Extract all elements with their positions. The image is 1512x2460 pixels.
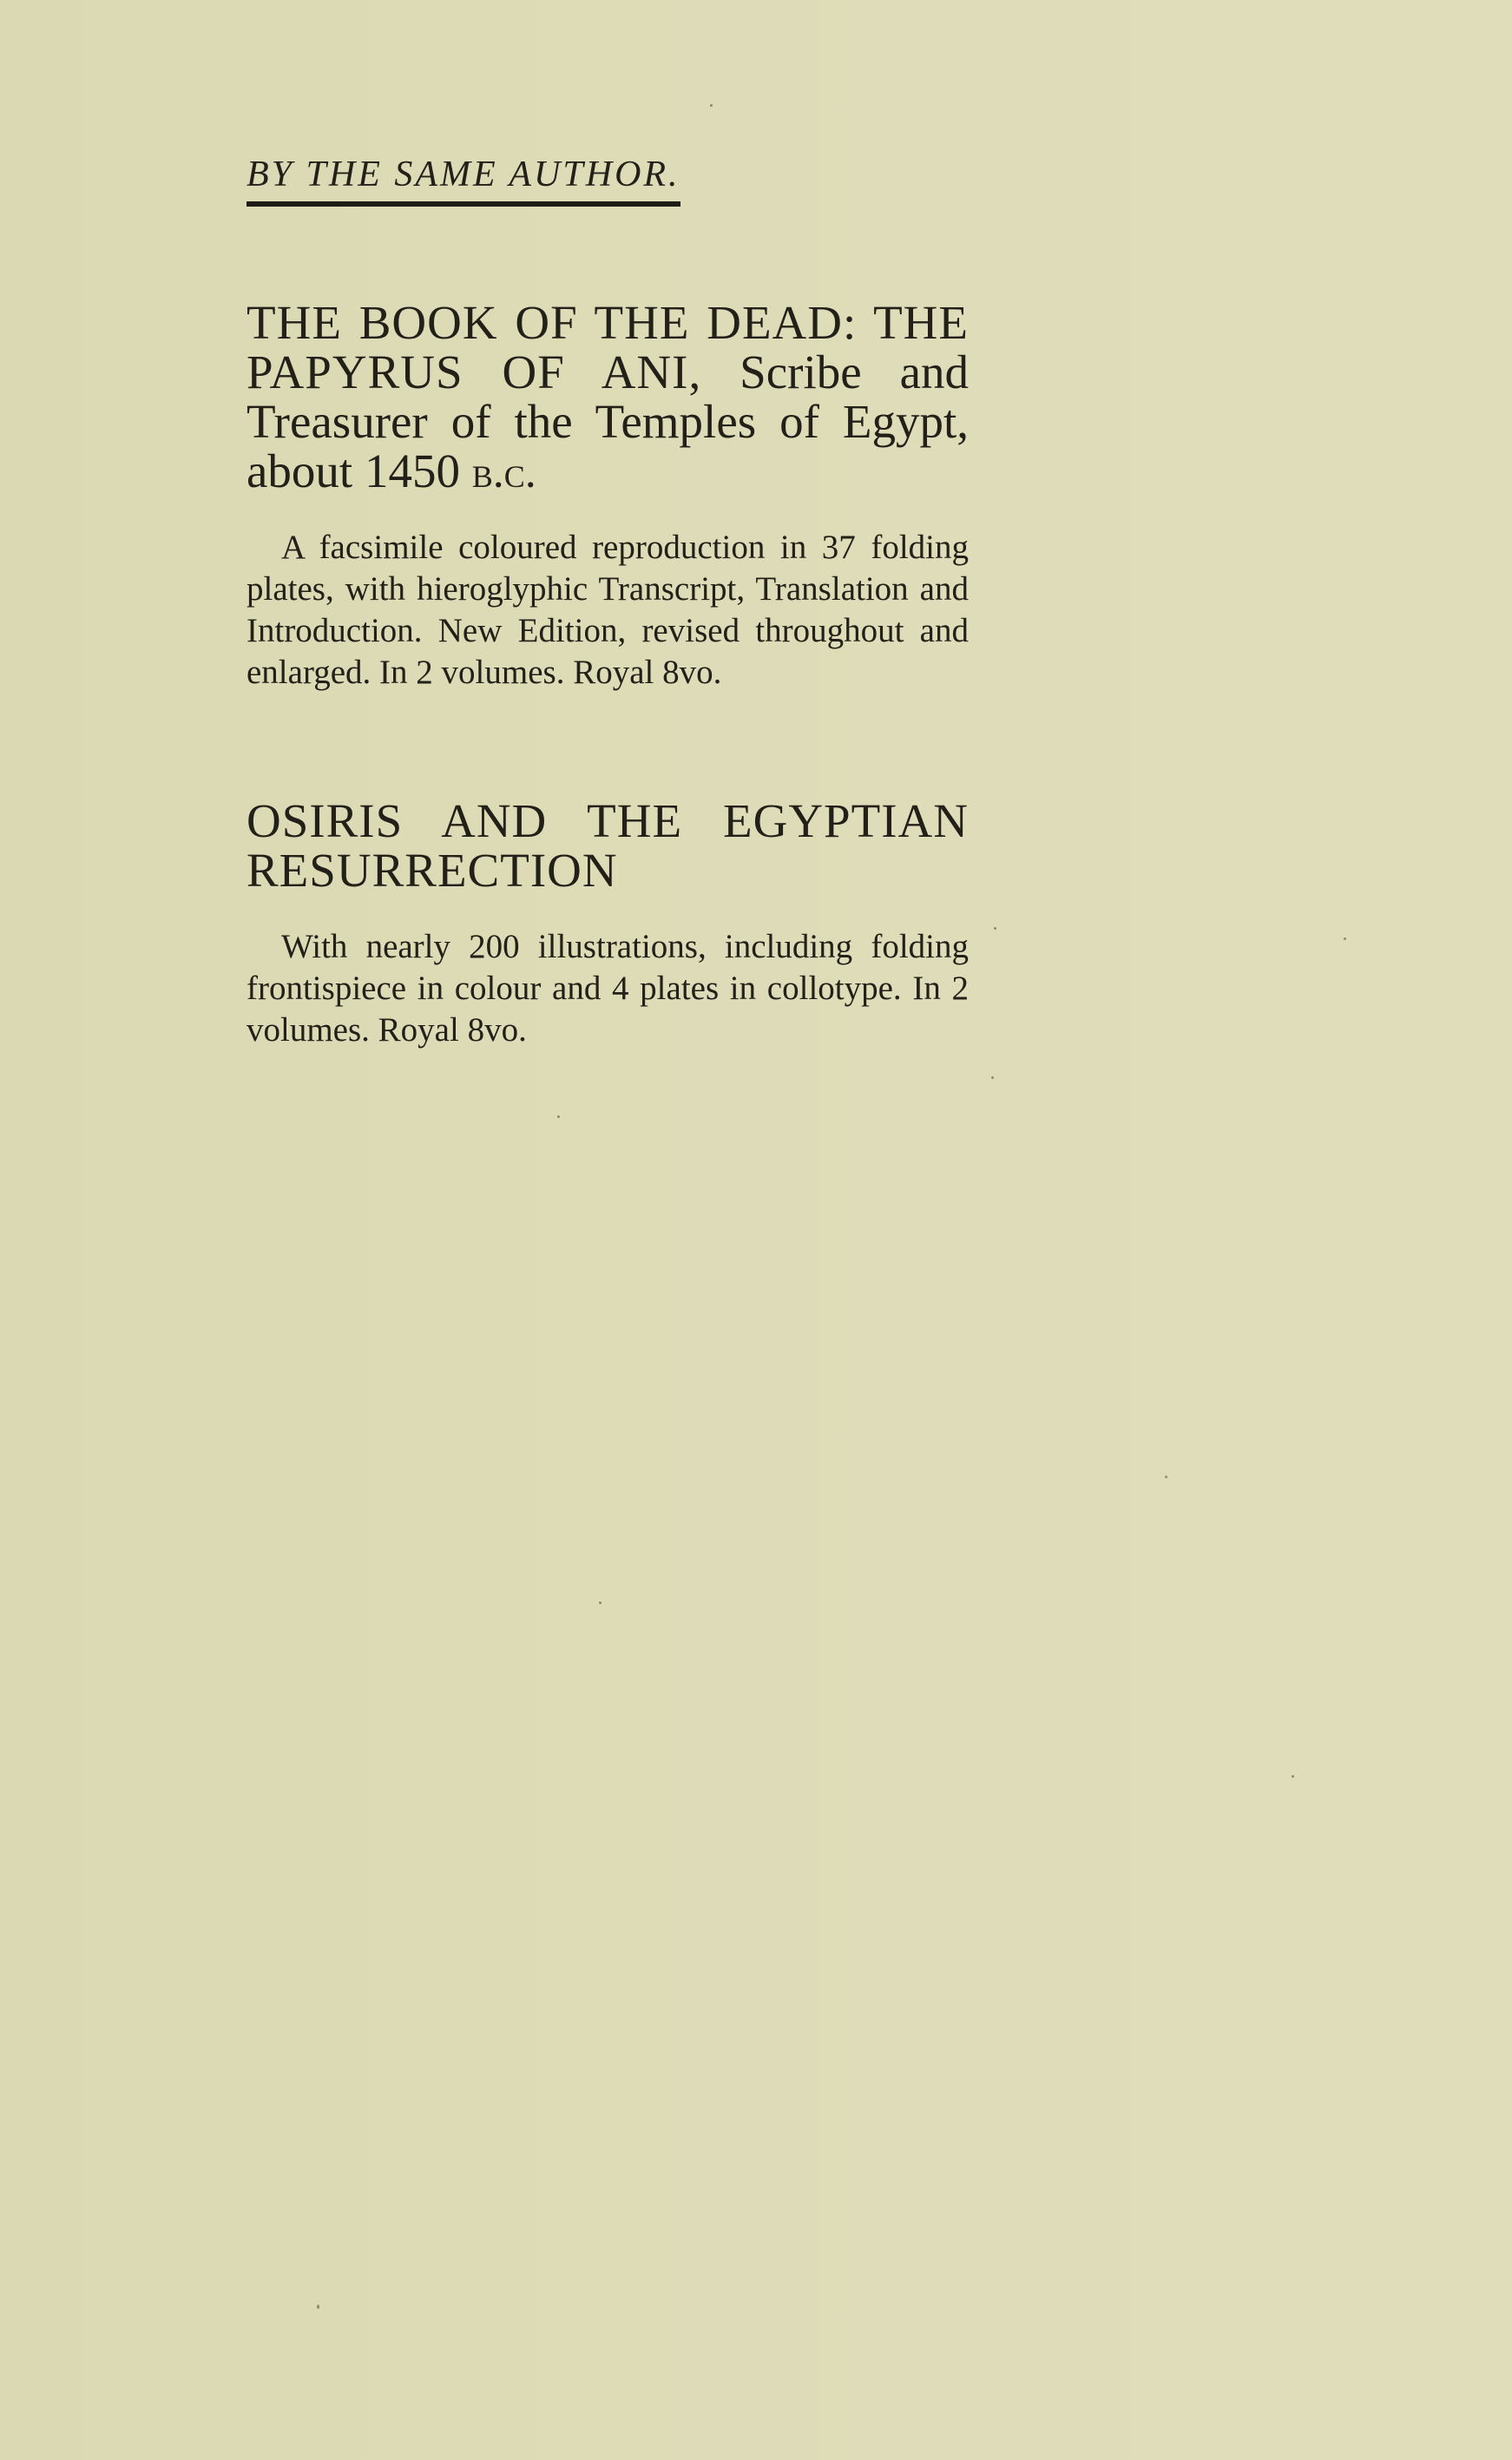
page-heading: BY THE SAME AUTHOR. — [247, 156, 680, 207]
paper-speck — [1344, 937, 1346, 940]
advertisement-column — [247, 156, 969, 1051]
paper-speck — [557, 1115, 560, 1118]
book-description-book-of-the-dead: A facsimile coloured reproduction in 37 folding plates, with hieroglyphic Transcript, Translation and Introduction. New Edition, revised throughout and enlarged. In 2 volumes. Royal 8vo. — [247, 529, 969, 691]
book-title-era: b.c. — [471, 448, 536, 497]
paper-speck — [710, 104, 713, 107]
book-title-book-of-the-dead — [247, 298, 969, 497]
paper-speck — [991, 1076, 994, 1079]
book-title-caps: OSIRIS AND THE EGYPTIAN RESURRECTION — [247, 794, 969, 897]
book-description-osiris: With nearly 200 illustrations, including folding frontispiece in colour and 4 plates in collotype. In 2 volumes. Royal 8vo. — [247, 928, 969, 1049]
book-title-osiris — [247, 796, 969, 895]
paper-speck — [1165, 1476, 1167, 1478]
paper-speck — [317, 2305, 319, 2309]
book-title-rest: Scribe and Treasurer of the Temples of Egypt, about 1450 — [247, 345, 969, 497]
paper-speck — [1292, 1775, 1294, 1778]
paper-speck — [994, 927, 996, 930]
book-title-caps: THE BOOK OF THE DEAD: THE PAPYRUS OF ANI, — [247, 296, 969, 398]
paper-speck — [599, 1602, 602, 1604]
